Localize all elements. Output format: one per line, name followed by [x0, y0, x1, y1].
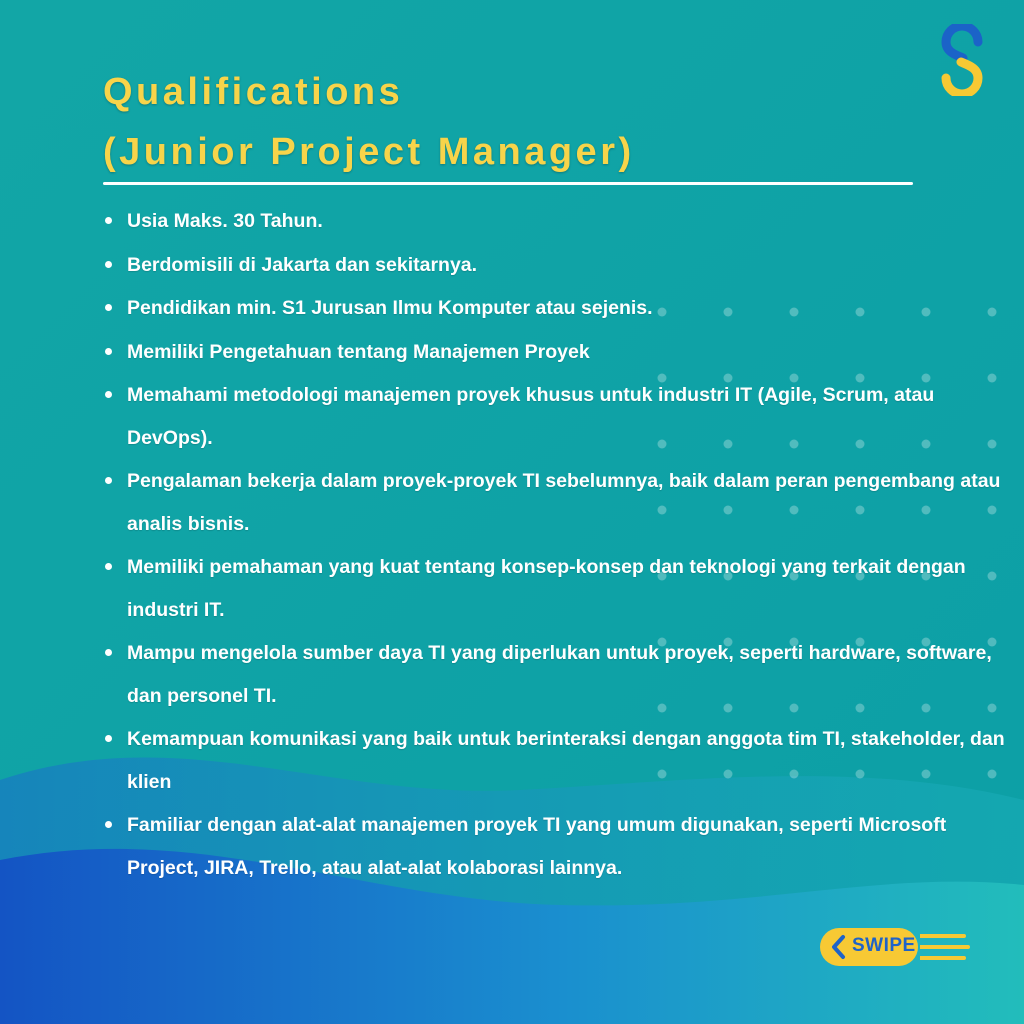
company-logo: [930, 24, 994, 96]
list-item: Memahami metodologi manajemen proyek khusus untuk industri IT (Agile, Scrum, atau DevOps).: [105, 374, 1005, 459]
list-item: Kemampuan komunikasi yang baik untuk berinteraksi dengan anggota tim TI, stakeholder, dan klien: [105, 718, 1005, 803]
title-line-2: (Junior Project Manager): [103, 131, 635, 173]
chevron-left-icon: [828, 932, 850, 962]
list-item: Berdomisili di Jakarta dan sekitarnya.: [105, 244, 1005, 287]
swipe-button[interactable]: [820, 926, 970, 968]
title-line-1: Qualifications: [103, 71, 404, 113]
page-title: [103, 62, 635, 182]
list-item: Usia Maks. 30 Tahun.: [105, 200, 1005, 243]
speed-lines-icon: [920, 926, 970, 968]
list-item: Mampu mengelola sumber daya TI yang diperlukan untuk proyek, seperti hardware, software, dan personel TI.: [105, 632, 1005, 717]
list-item: Pendidikan min. S1 Jurusan Ilmu Komputer atau sejenis.: [105, 287, 1005, 330]
list-item: Memiliki Pengetahuan tentang Manajemen Proyek: [105, 331, 1005, 374]
list-item: Familiar dengan alat-alat manajemen proyek TI yang umum digunakan, seperti Microsoft Project, JIRA, Trello, atau alat-alat kolaborasi lainnya.: [105, 804, 1005, 889]
swipe-label: SWIPE: [852, 935, 916, 956]
title-divider: [103, 182, 913, 185]
list-item: Memiliki pemahaman yang kuat tentang konsep-konsep dan teknologi yang terkait dengan industri IT.: [105, 546, 1005, 631]
list-item: Pengalaman bekerja dalam proyek-proyek TI sebelumnya, baik dalam peran pengembang atau analis bisnis.: [105, 460, 1005, 545]
qualifications-list: [105, 200, 1005, 890]
